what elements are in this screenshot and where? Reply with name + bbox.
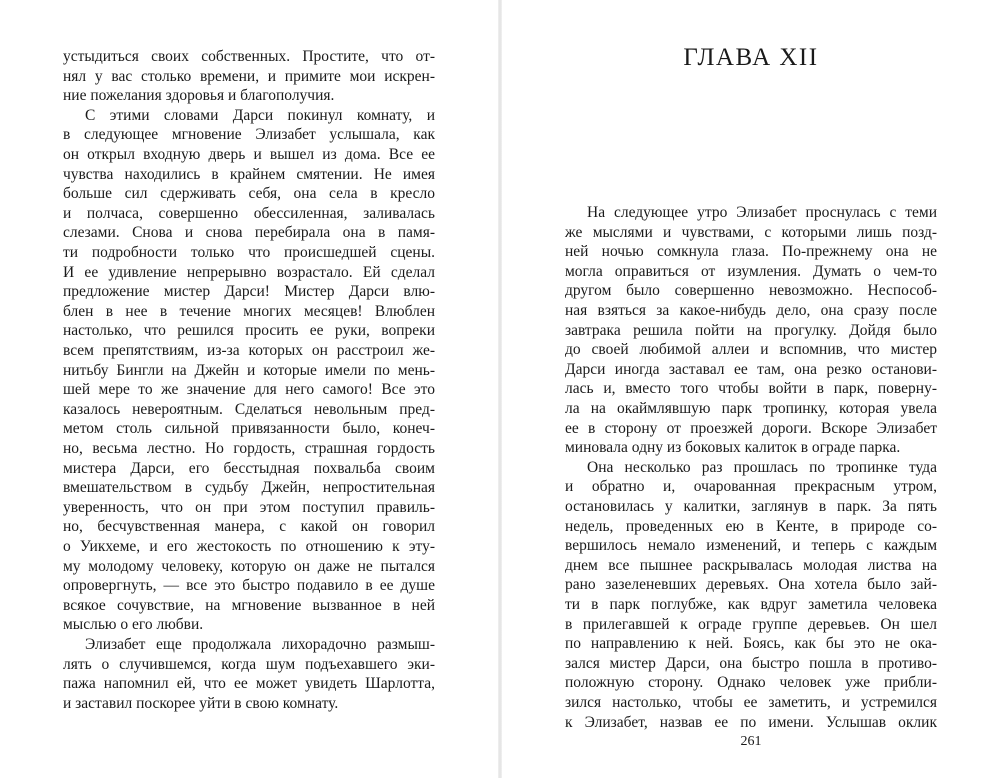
text-line: он открыл входную дверь и вышел из дома. Все ее (63, 146, 435, 163)
text-line: и заставил поскорее уйти в свою комнату. (63, 694, 339, 712)
text-line: по направлению к ней. Боясь, как бы это не ока- (565, 635, 937, 653)
text-line: устыдиться своих собственных. Простите, что от- (63, 48, 435, 65)
text-line: пажа напомнил ей, что ее может увидеть Шарлотта, (63, 675, 435, 693)
chapter-title: ГЛАВА XII (683, 44, 819, 71)
text-line: уверенность, что он при этом поступил правиль- (63, 498, 435, 516)
text-line: рано зазеленевших деревьях. Она хотела было зай- (565, 576, 937, 594)
text-line: Элизабет еще продолжала лихорадочно размыш- (85, 636, 435, 653)
text-line: к Элизабет, назвав ее по имени. Услышав оклик (565, 713, 937, 731)
text-line: всем препятствиям, из-за которых он расстроил же- (63, 342, 435, 359)
text-line: чувства находились в крайнем смятении. Не имея (63, 165, 435, 183)
text-line: о Уикхеме, и его жестокость по отношению к эту- (63, 538, 435, 555)
text-line: Дарси иногда заставал ее там, она резко останови- (565, 360, 937, 378)
text-line: вершилось немало изменений, и теперь с каждым (565, 537, 937, 555)
text-line: шей мере то же значение для него самого! Все это (63, 381, 435, 399)
text-line: положную сторону. Однако человек уже прибли- (565, 674, 937, 692)
text-line: ней ночью сомкнула глаза. По-прежнему она не (565, 243, 937, 261)
text-line: блен в нее в течение многих месяцев! Влюблен (63, 302, 435, 320)
text-line: вмешательством в судьбу Джейн, непростительная (63, 479, 435, 497)
text-line: предложение мистер Дарси! Мистер Дарси влю- (63, 283, 435, 301)
text-line: в следующее мгновение Элизабет услышала, как (63, 126, 435, 144)
text-line: остановилась у калитки, заглянув в парк. За пять (565, 498, 937, 515)
text-line: нитьбу Бингли на Джейн и которые имели по мень- (63, 361, 435, 379)
text-line: ти подробности только что происшедшей сцены. (63, 244, 435, 261)
text-line: слезами. Снова и снова перебирала она в памя- (63, 224, 435, 242)
text-line: ти в парк поглубже, как вдруг заметила человека (565, 596, 937, 613)
text-line: нял у вас столько времени, и примите мои искрен- (63, 67, 435, 85)
text-line: больше сил сдерживать себя, она села в кресло (63, 185, 435, 203)
text-line: днем все пышнее раскрывалась молодая листва на (565, 556, 937, 574)
book-gutter (498, 0, 502, 778)
page-number: 261 (740, 734, 762, 749)
text-line: опровергнуть, — все это быстро подавило в ее душе (63, 577, 435, 595)
text-line: Она несколько раз прошлась по тропинке туда (587, 458, 937, 476)
text-line: настолько, что решился просить ее руки, вопреки (63, 322, 435, 340)
text-line: другом было совершенно невозможно. Неспособ- (565, 282, 937, 300)
text-line: мистера Дарси, его бесстыдная похвальба своим (63, 459, 435, 477)
text-line: в прилегавшей к ограде группе деревьев. Он шел (565, 615, 937, 633)
text-line: метом столь сильной привязанности было, конеч- (63, 420, 435, 438)
text-line: ее в сторону от проезжей дороги. Вскоре Элизабет (565, 419, 937, 437)
text-line: и обратно и, очарованная прекрасным утром, (565, 478, 937, 496)
text-line: На следующее утро Элизабет проснулась с теми (587, 204, 937, 221)
text-line: но, весьма лестно. Но гордость, страшная гордость (63, 440, 435, 457)
text-line: лась и, вместо того чтобы войти в парк, поверну- (565, 380, 937, 398)
text-line: ная взяться за какое-нибудь дело, она сразу после (565, 302, 937, 319)
text-line: же мыслями и чувствами, с которыми лишь позд- (565, 223, 937, 241)
text-line: но, бесчувственная манера, с какой он говорил (63, 518, 435, 536)
text-line: ла на окаймлявшую парк тропинку, которая увела (565, 400, 937, 417)
text-line: ние пожелания здоровья и благополучия. (63, 87, 335, 105)
text-line: зался мистер Дарси, она быстро пошла в противо- (565, 654, 937, 672)
text-line: зился настолько, чтобы ее заметить, и устремился (565, 694, 937, 711)
text-line: казалось невероятным. Сделаться невольным пред- (63, 400, 435, 418)
text-line: могла оправиться от изумления. Думать о чем-то (565, 262, 937, 280)
text-line: и полчаса, совершенно обессиленная, заливалась (63, 204, 435, 222)
text-line: му молодому человеку, которую он даже не пытался (63, 557, 435, 575)
text-line: завтрака решила пойти на прогулку. Дойдя было (565, 321, 937, 339)
text-line: миновала одну из боковых калиток в ограде парка. (565, 439, 901, 457)
text-line: недель, проведенных ею в Кенте, в природе со- (565, 517, 937, 535)
text-line: С этими словами Дарси покинул комнату, и (85, 106, 435, 124)
text-line: до своей любимой аллеи и вспомнив, что мистер (565, 341, 937, 359)
text-line: мыслью о его любви. (63, 616, 204, 634)
text-line: лять о случившемся, когда шум подъехавшего эки- (63, 655, 435, 673)
text-line: И ее удивление непрерывно возрастало. Ей сделал (63, 263, 435, 281)
text-line: всякое сочувствие, на мгновение вызванное в ней (63, 596, 435, 614)
